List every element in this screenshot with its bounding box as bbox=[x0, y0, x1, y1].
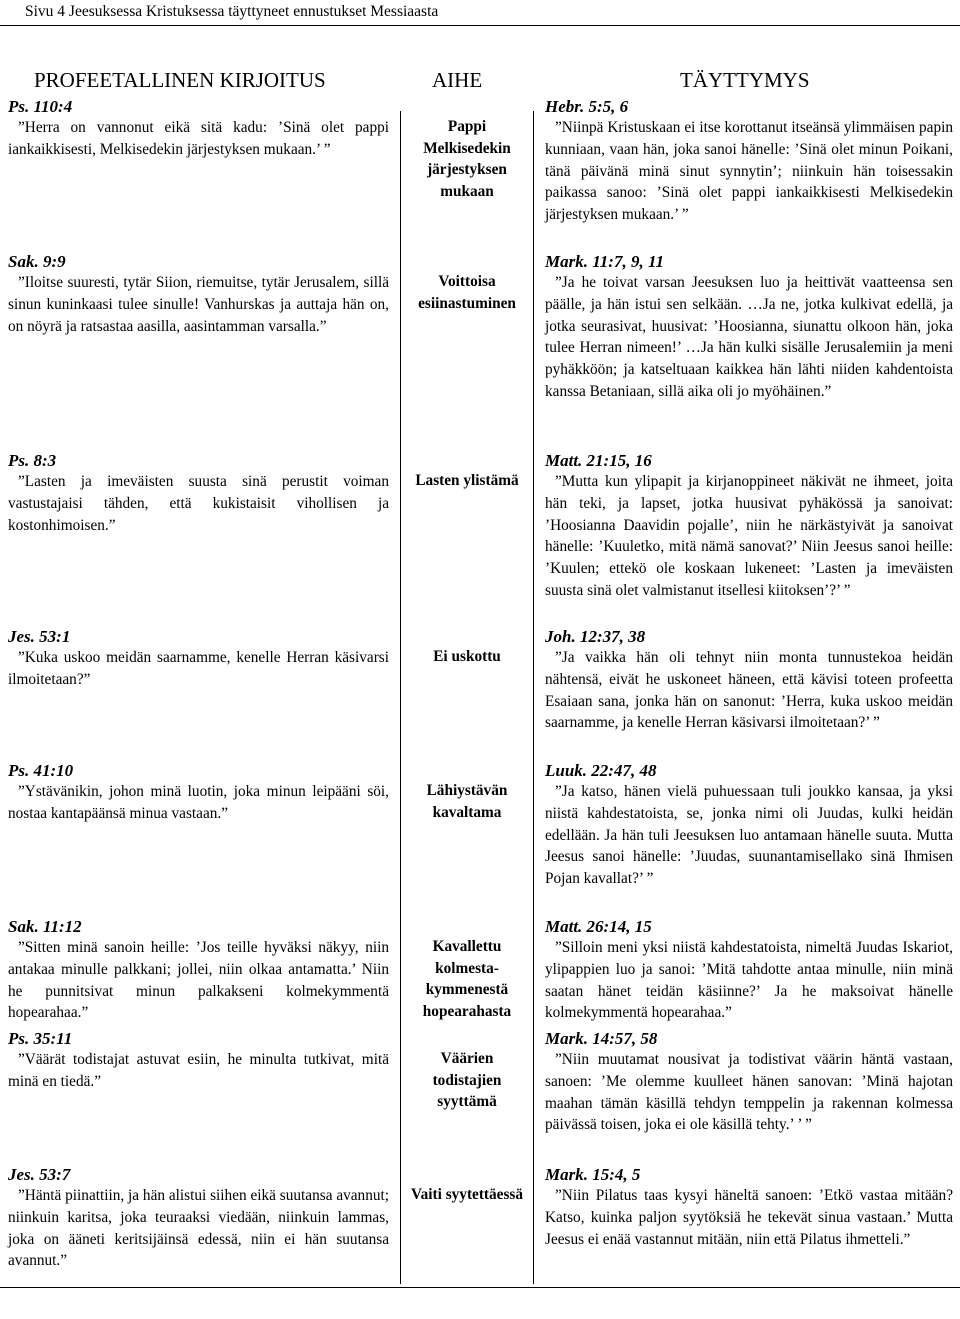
prophecy-cell bbox=[8, 916, 389, 1024]
fulfilment-cell bbox=[545, 760, 953, 890]
table-bottom-rule bbox=[0, 1287, 960, 1288]
fulfilment-quote: ”Niinpä Kristuskaan ei itse korottanut itseänsä ylimmäisen papin kunniaan, vaan hän, joka sanoi hänelle: ’Sinä olet minun Poikani, tänä päivänä minä sinut synnytin’; niinkuin hän toisessakin paikassa sanoo: ’Sinä olet pappi iankaikkisesti Melkisedekin järjestyksen mukaan.’ ” bbox=[545, 119, 953, 224]
prophecy-quote: ”Herra on vannonut eikä sitä kadu: ’Sinä olet pappi iankaikkisesti, Melkisedekin järjestyksen mukaan.’ ” bbox=[8, 119, 389, 158]
prophecy-cell bbox=[8, 760, 389, 825]
prophecy-quote: ”Iloitse suuresti, tytär Siion, riemuitse, tytär Jerusalem, sillä sinun kuninkaasi tulee sinulle! Vanhurskas ja auttaja hän on, on nöyrä ja ratsastaa aasilla, aasintamman varsalla.” bbox=[8, 274, 389, 335]
topic-cell: Voittoisa esiinastuminen bbox=[418, 273, 516, 312]
fulfilment-quote: ”Ja vaikka hän oli tehnyt niin monta tunnustekoa heidän nähtensä, eivät he uskoneet häneen, että kävisi toteen profeetta Esaiaan sana, jonka hän on sanonut: ’Herra, kuka uskoo meidän saarnamme, ja kenelle Herran käsivarsi ilmoitetaan?’ ” bbox=[545, 649, 953, 732]
fulfilment-reference: Matt. 26:14, 15 bbox=[545, 917, 652, 936]
fulfilment-quote: ”Ja katso, hänen vielä puhuessaan tuli joukko kansaa, ja yksi niistä kahdestatoista, se, jonka nimi oli Juudas, kulki heidän edellään. Ja hän tuli Jeesuksen luo antamaan hänelle suuta. Mutta Jeesus sanoi hänelle: ’Juudas, suunantamisellako sinä Ihmisen Pojan kavallat?’ ” bbox=[545, 783, 953, 888]
prophecy-quote: ”Kuka uskoo meidän saarnamme, kenelle Herran käsivarsi ilmoitetaan?” bbox=[8, 649, 389, 688]
prophecy-reference: Jes. 53:7 bbox=[8, 1165, 71, 1184]
topic-cell: Vaiti syytettäessä bbox=[410, 1186, 524, 1203]
prophecy-reference: Ps. 110:4 bbox=[8, 97, 73, 116]
fulfilment-reference: Mark. 11:7, 9, 11 bbox=[545, 252, 665, 271]
topic-cell: Kavallettu kolmesta-kymmenestä hopearahasta bbox=[422, 938, 512, 1020]
fulfilment-reference: Hebr. 5:5, 6 bbox=[545, 97, 629, 116]
prophecy-quote: ”Lasten ja imeväisten suusta sinä perustit voiman vastustajaisi tähden, että kukistaisit vihollisen ja kostonhimoisen.” bbox=[8, 473, 389, 534]
topic-cell: Väärien todistajien syyttämä bbox=[432, 1050, 502, 1110]
fulfilment-quote: ”Silloin meni yksi niistä kahdestatoista, nimeltä Juudas Iskariot, ylipappien luo ja sanoi: ’Mitä tahdotte antaa minulle, niin minä saatan hänet teidän käsiinne?’ Ja he maksoivat hänelle kolmekymmentä hopearahaa.” bbox=[545, 939, 953, 1022]
fulfilment-reference: Mark. 15:4, 5 bbox=[545, 1165, 641, 1184]
prophecy-reference: Jes. 53:1 bbox=[8, 627, 71, 646]
prophecy-reference: Sak. 11:12 bbox=[8, 917, 82, 936]
prophecy-cell bbox=[8, 1028, 389, 1093]
prophecy-quote: ”Sitten minä sanoin heille: ’Jos teille hyväksi näkyy, niin antakaa minulle palkkani; jollei, niin olkaa antamatta.’ Niin he punnitsivat minun palkakseni kolmekymmentä hopearahaa.” bbox=[8, 939, 389, 1022]
prophecy-quote: ”Häntä piinattiin, ja hän alistui siihen eikä suutansa avannut; niinkuin karitsa, joka teuraaksi viedään, niinkuin lammas, joka on ääneti keritsijäinsä edessä, niin ei hän suutansa avannut.” bbox=[8, 1187, 389, 1270]
column-header-prophecy: PROFEETALLINEN KIRJOITUS bbox=[34, 68, 326, 92]
fulfilment-reference: Matt. 21:15, 16 bbox=[545, 451, 652, 470]
fulfilment-cell bbox=[545, 96, 953, 226]
topic-cell: Ei uskottu bbox=[433, 648, 501, 665]
fulfilment-cell bbox=[545, 1028, 953, 1136]
prophecy-cell bbox=[8, 450, 389, 536]
fulfilment-cell bbox=[545, 251, 953, 403]
prophecy-reference: Ps. 41:10 bbox=[8, 761, 74, 780]
prophecy-reference: Ps. 35:11 bbox=[8, 1029, 73, 1048]
column-header-fulfilment: TÄYTTYMYS bbox=[680, 68, 810, 92]
prophecy-cell bbox=[8, 251, 389, 337]
page-header: Sivu 4 Jeesuksessa Kristuksessa täyttyneet ennustukset Messiaasta bbox=[0, 0, 960, 26]
fulfilment-quote: ”Niin muutamat nousivat ja todistivat väärin häntä vastaan, sanoen: ’Me olemme kuulleet hänen sanovan: ’Minä hajotan maahan tämän käsillä tehdyn temppelin ja rakennan kolmessa päivässä toisen, joka ei ole käsillä tehty.’ ’ ” bbox=[545, 1051, 953, 1134]
prophecy-cell bbox=[8, 626, 389, 691]
column-header-topic: AIHE bbox=[432, 68, 483, 92]
fulfilment-quote: ”Niin Pilatus taas kysyi häneltä sanoen: ’Etkö vastaa mitään? Katso, kuinka paljon syytöksiä he tekevät sinua vastaan.’ Mutta Jeesus ei enää vastannut mitään, niin että Pilatus ihmetteli.” bbox=[545, 1187, 953, 1248]
fulfilment-cell bbox=[545, 916, 953, 1024]
prophecy-cell bbox=[8, 96, 389, 161]
topic-cell: Lasten ylistämä bbox=[415, 472, 519, 489]
fulfilment-cell bbox=[545, 450, 953, 602]
fulfilment-reference: Mark. 14:57, 58 bbox=[545, 1029, 658, 1048]
fulfilment-reference: Joh. 12:37, 38 bbox=[545, 627, 646, 646]
prophecy-cell bbox=[8, 1164, 389, 1272]
topic-cell: Lähiystävän kavaltama bbox=[426, 782, 508, 821]
prophecy-quote: ”Väärät todistajat astuvat esiin, he minulta tutkivat, mitä minä en tiedä.” bbox=[8, 1051, 389, 1090]
fulfilment-cell bbox=[545, 1164, 953, 1250]
prophecy-reference: Ps. 8:3 bbox=[8, 451, 57, 470]
topic-cell: Pappi Melkisedekin järjestyksen mukaan bbox=[423, 118, 511, 200]
fulfilment-reference: Luuk. 22:47, 48 bbox=[545, 761, 657, 780]
prophecy-quote: ”Ystävänikin, johon minä luotin, joka minun leipääni söi, nostaa kantapäänsä minua vastaan.” bbox=[8, 783, 389, 822]
column-headers bbox=[0, 67, 960, 93]
prophecy-reference: Sak. 9:9 bbox=[8, 252, 66, 271]
fulfilment-quote: ”Ja he toivat varsan Jeesuksen luo ja heittivät vaatteensa sen päälle, ja hän istui sen selkään. …Ja ne, jotka kulkivat edellä, ja jotka seurasivat, huusivat: ’Hoosianna, siunattu olkoon hän, joka tulee Herran nimeen!’ …Ja hän kulki sisälle Jerusalemiin ja meni pyhäkköön; ja katseltuaan kaikkea hän lähti niiden kahdentoista kanssa Betaniaan, sillä aika oli jo myöhäinen.” bbox=[545, 274, 953, 400]
fulfilment-quote: ”Mutta kun ylipapit ja kirjanoppineet näkivät ne ihmeet, joita hän teki, ja lapset, jotka huusivat pyhäkössä ja sanoivat: ’Hoosianna Daavidin pojalle’, niin he närkästyivät ja sanoivat hänelle: ’Kuuletko, mitä nämä sanovat?’ Niin Jeesus sanoi heille: ’Kuulen; ettekö ole koskaan lukeneet: ’Lasten ja imeväisten suusta sinä olet valmistanut itsellesi kiitoksen’?’ ” bbox=[545, 473, 953, 599]
fulfilment-cell bbox=[545, 626, 953, 734]
prophecy-table bbox=[0, 96, 960, 1286]
